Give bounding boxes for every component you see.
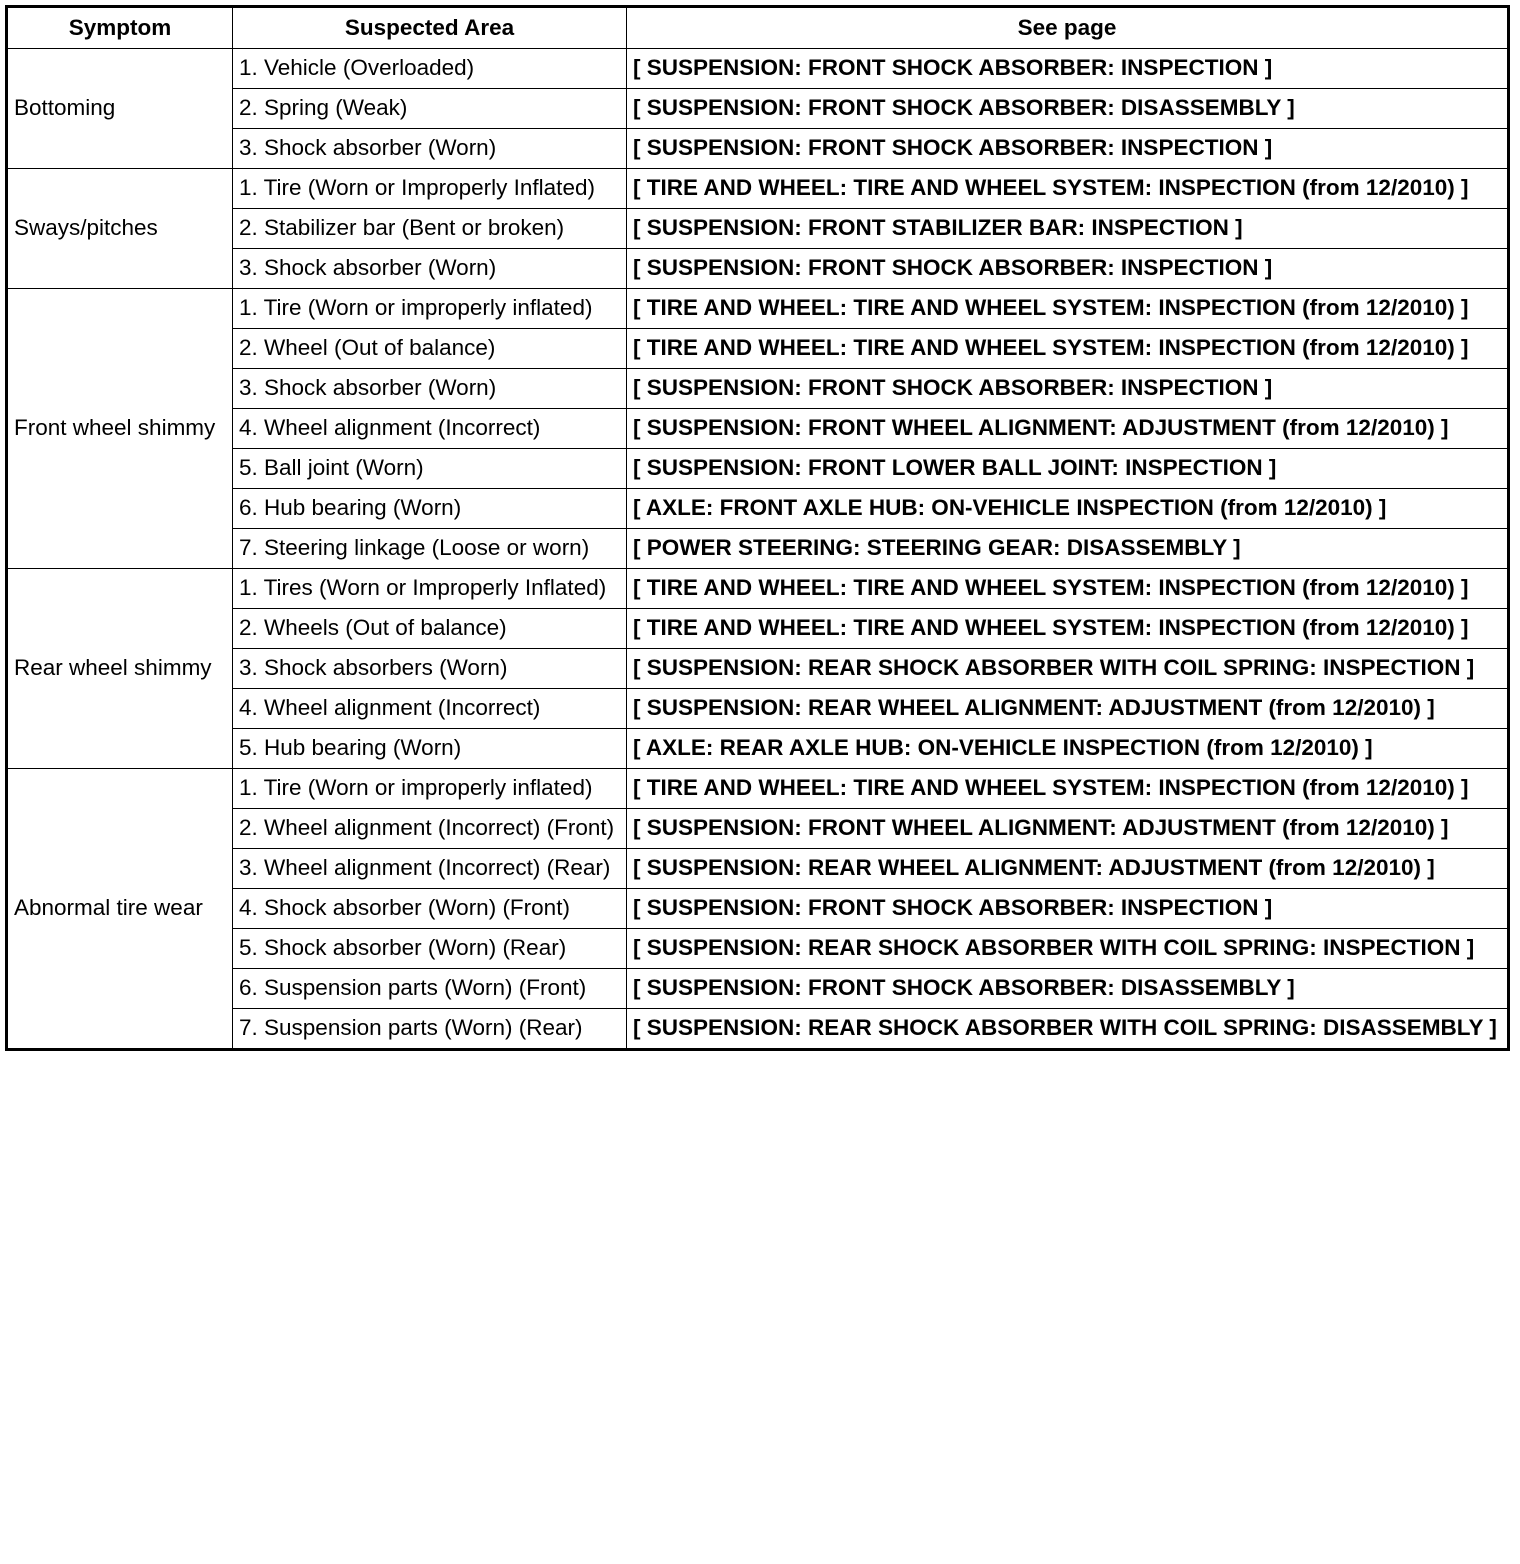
see-page-cell: [ SUSPENSION: FRONT SHOCK ABSORBER: DISASSEMBLY ] [627,969,1509,1009]
suspected-area-cell: 7. Steering linkage (Loose or worn) [233,529,627,569]
see-page-cell: [ TIRE AND WHEEL: TIRE AND WHEEL SYSTEM: INSPECTION (from 12/2010) ] [627,569,1509,609]
table-body [7,49,1509,1050]
see-page-cell: [ SUSPENSION: REAR SHOCK ABSORBER WITH COIL SPRING: DISASSEMBLY ] [627,1009,1509,1050]
see-page-cell: [ POWER STEERING: STEERING GEAR: DISASSEMBLY ] [627,529,1509,569]
see-page-cell: [ SUSPENSION: FRONT SHOCK ABSORBER: INSPECTION ] [627,249,1509,289]
suspected-area-cell: 1. Tires (Worn or Improperly Inflated) [233,569,627,609]
suspected-area-cell: 6. Hub bearing (Worn) [233,489,627,529]
suspected-area-cell: 2. Spring (Weak) [233,89,627,129]
table-row [7,689,1509,729]
suspected-area-cell: 2. Wheels (Out of balance) [233,609,627,649]
symptom-cell: Sways/pitches [7,169,233,289]
suspected-area-cell: 4. Wheel alignment (Incorrect) [233,689,627,729]
table-row [7,929,1509,969]
symptom-cell: Abnormal tire wear [7,769,233,1050]
see-page-cell: [ TIRE AND WHEEL: TIRE AND WHEEL SYSTEM: INSPECTION (from 12/2010) ] [627,289,1509,329]
table-row [7,369,1509,409]
table-row [7,209,1509,249]
table-row [7,529,1509,569]
see-page-cell: [ AXLE: FRONT AXLE HUB: ON-VEHICLE INSPECTION (from 12/2010) ] [627,489,1509,529]
see-page-cell: [ SUSPENSION: FRONT SHOCK ABSORBER: INSPECTION ] [627,129,1509,169]
table-row [7,49,1509,89]
suspected-area-cell: 4. Wheel alignment (Incorrect) [233,409,627,449]
table-row [7,849,1509,889]
table-row [7,449,1509,489]
header-row [7,7,1509,49]
see-page-cell: [ SUSPENSION: FRONT SHOCK ABSORBER: INSPECTION ] [627,889,1509,929]
see-page-cell: [ TIRE AND WHEEL: TIRE AND WHEEL SYSTEM: INSPECTION (from 12/2010) ] [627,609,1509,649]
table-row [7,409,1509,449]
suspected-area-cell: 1. Tire (Worn or improperly inflated) [233,769,627,809]
see-page-cell: [ SUSPENSION: FRONT SHOCK ABSORBER: INSPECTION ] [627,369,1509,409]
see-page-cell: [ SUSPENSION: FRONT SHOCK ABSORBER: DISASSEMBLY ] [627,89,1509,129]
table-row [7,609,1509,649]
table-row [7,729,1509,769]
see-page-cell: [ AXLE: REAR AXLE HUB: ON-VEHICLE INSPECTION (from 12/2010) ] [627,729,1509,769]
table-row [7,329,1509,369]
suspected-area-cell: 5. Shock absorber (Worn) (Rear) [233,929,627,969]
suspected-area-cell: 3. Wheel alignment (Incorrect) (Rear) [233,849,627,889]
see-page-cell: [ TIRE AND WHEEL: TIRE AND WHEEL SYSTEM: INSPECTION (from 12/2010) ] [627,169,1509,209]
table-row [7,489,1509,529]
see-page-cell: [ SUSPENSION: REAR WHEEL ALIGNMENT: ADJUSTMENT (from 12/2010) ] [627,849,1509,889]
suspected-area-cell: 3. Shock absorber (Worn) [233,369,627,409]
suspected-area-cell: 7. Suspension parts (Worn) (Rear) [233,1009,627,1050]
suspected-area-cell: 1. Tire (Worn or improperly inflated) [233,289,627,329]
see-page-cell: [ SUSPENSION: REAR SHOCK ABSORBER WITH COIL SPRING: INSPECTION ] [627,649,1509,689]
see-page-cell: [ TIRE AND WHEEL: TIRE AND WHEEL SYSTEM: INSPECTION (from 12/2010) ] [627,769,1509,809]
header-see-page: See page [627,7,1509,49]
suspected-area-cell: 1. Vehicle (Overloaded) [233,49,627,89]
table-row [7,129,1509,169]
table-row [7,969,1509,1009]
table-row [7,249,1509,289]
table-row [7,809,1509,849]
symptom-cell: Bottoming [7,49,233,169]
header-symptom: Symptom [7,7,233,49]
see-page-cell: [ TIRE AND WHEEL: TIRE AND WHEEL SYSTEM: INSPECTION (from 12/2010) ] [627,329,1509,369]
suspected-area-cell: 2. Stabilizer bar (Bent or broken) [233,209,627,249]
see-page-cell: [ SUSPENSION: FRONT WHEEL ALIGNMENT: ADJUSTMENT (from 12/2010) ] [627,409,1509,449]
see-page-cell: [ SUSPENSION: FRONT WHEEL ALIGNMENT: ADJUSTMENT (from 12/2010) ] [627,809,1509,849]
table-row [7,889,1509,929]
symptom-cell: Rear wheel shimmy [7,569,233,769]
see-page-cell: [ SUSPENSION: FRONT STABILIZER BAR: INSPECTION ] [627,209,1509,249]
symptom-cell: Front wheel shimmy [7,289,233,569]
table-header [7,7,1509,49]
suspected-area-cell: 2. Wheel (Out of balance) [233,329,627,369]
table-row [7,169,1509,209]
table-row [7,769,1509,809]
suspected-area-cell: 3. Shock absorbers (Worn) [233,649,627,689]
suspected-area-cell: 1. Tire (Worn or Improperly Inflated) [233,169,627,209]
suspected-area-cell: 5. Hub bearing (Worn) [233,729,627,769]
suspected-area-cell: 5. Ball joint (Worn) [233,449,627,489]
suspected-area-cell: 3. Shock absorber (Worn) [233,249,627,289]
diagnosis-table [5,5,1510,1051]
table-row [7,1009,1509,1050]
table-row [7,569,1509,609]
suspected-area-cell: 2. Wheel alignment (Incorrect) (Front) [233,809,627,849]
see-page-cell: [ SUSPENSION: REAR SHOCK ABSORBER WITH COIL SPRING: INSPECTION ] [627,929,1509,969]
suspected-area-cell: 6. Suspension parts (Worn) (Front) [233,969,627,1009]
suspected-area-cell: 3. Shock absorber (Worn) [233,129,627,169]
table-row [7,89,1509,129]
see-page-cell: [ SUSPENSION: FRONT SHOCK ABSORBER: INSPECTION ] [627,49,1509,89]
suspected-area-cell: 4. Shock absorber (Worn) (Front) [233,889,627,929]
header-suspected-area: Suspected Area [233,7,627,49]
see-page-cell: [ SUSPENSION: FRONT LOWER BALL JOINT: INSPECTION ] [627,449,1509,489]
table-row [7,649,1509,689]
table-row [7,289,1509,329]
see-page-cell: [ SUSPENSION: REAR WHEEL ALIGNMENT: ADJUSTMENT (from 12/2010) ] [627,689,1509,729]
